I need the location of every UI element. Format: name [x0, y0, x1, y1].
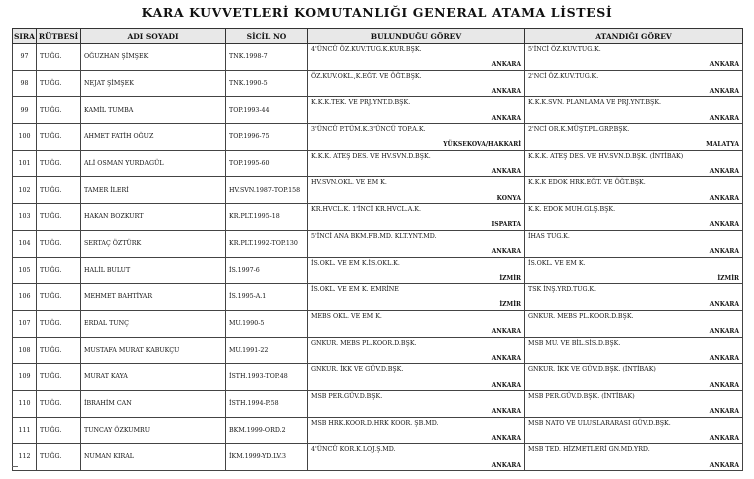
bulundugu-gorev-text: GNKUR. MEBS PL.KOOR.D.BŞK.	[311, 339, 417, 347]
atandigi-yer: ANKARA	[709, 61, 739, 69]
rutbe-cell: TUĞG.	[37, 230, 81, 257]
adi-soyadi-cell: HAKAN BOZKURT	[81, 204, 226, 231]
adi-soyadi-cell: HALİL BULUT	[81, 257, 226, 284]
sira-cell: 106	[13, 284, 37, 311]
header-sira: SIRA	[13, 29, 37, 44]
rutbe-cell: TUĞG.	[37, 417, 81, 444]
adi-soyadi-cell: MEHMET BAHTİYAR	[81, 284, 226, 311]
atandigi-yer: ANKARA	[709, 461, 739, 469]
rutbe-cell: TUĞG.	[37, 70, 81, 97]
atandigi-gorev-cell	[525, 284, 743, 311]
adi-soyadi-cell: NUMAN KIRAL	[81, 444, 226, 471]
rutbe-cell: TUĞG.	[37, 257, 81, 284]
rutbe-cell: TUĞG.	[37, 284, 81, 311]
table-row	[13, 177, 743, 204]
atandigi-gorev-cell	[525, 177, 743, 204]
table-row	[13, 364, 743, 391]
bulundugu-gorev-text: GNKUR. İKK VE GÜV.D.BŞK.	[311, 366, 404, 374]
bulundugu-gorev-cell	[308, 284, 525, 311]
sicil-no-cell: İSTH.1994-P.58	[226, 390, 308, 417]
bulundugu-yer: İZMİR	[499, 274, 521, 282]
sira-cell: 109	[13, 364, 37, 391]
adi-soyadi-cell: İBRAHİM CAN	[81, 390, 226, 417]
sira-cell: 102	[13, 177, 37, 204]
sira-cell: 100	[13, 124, 37, 151]
atandigi-gorev-text: MSB PER.GÜV.D.BŞK. (İNTİBAK)	[528, 392, 635, 400]
sicil-no-cell: TOP.1996-75	[226, 124, 308, 151]
atandigi-gorev-text: MSB TED. HİZMETLERİ GN.MD.YRD.	[528, 446, 650, 454]
rutbe-cell: TUĞG.	[37, 444, 81, 471]
atandigi-yer: ANKARA	[709, 114, 739, 122]
atandigi-gorev-cell	[525, 364, 743, 391]
bulundugu-gorev-text: KR.HVCL.K. 1'İNCİ KR.HVCL.A.K.	[311, 206, 421, 214]
atandigi-yer: ANKARA	[709, 354, 739, 362]
sicil-no-cell: TNK.1990-5	[226, 70, 308, 97]
sicil-no-cell: HV.SVN.1987-TOP.158	[226, 177, 308, 204]
table-row	[13, 337, 743, 364]
bulundugu-gorev-text: 4'ÜNCÜ ÖZ.KUV.TUG.K.KUR.BŞK.	[311, 46, 422, 53]
atandigi-gorev-cell	[525, 310, 743, 337]
adi-soyadi-cell: SERTAÇ ÖZTÜRK	[81, 230, 226, 257]
atandigi-gorev-text: İS.OKL. VE EM K.	[528, 259, 586, 267]
rutbe-cell: TUĞG.	[37, 310, 81, 337]
atandigi-yer: ANKARA	[709, 87, 739, 95]
rutbe-cell: TUĞG.	[37, 337, 81, 364]
bulundugu-gorev-cell	[308, 204, 525, 231]
sira-cell: 107	[13, 310, 37, 337]
atandigi-gorev-text: İHAS TUG.K.	[528, 232, 570, 240]
bulundugu-yer: ANKARA	[491, 381, 521, 389]
bulundugu-yer: YÜKSEKOVA/HAKKARİ	[443, 141, 521, 149]
atandigi-gorev-text: 2'NCİ ÖZ.KUV.TUG.K.	[528, 72, 599, 80]
adi-soyadi-cell: NEJAT ŞİMŞEK	[81, 70, 226, 97]
table-row	[13, 310, 743, 337]
table-row	[13, 70, 743, 97]
header-rutbe: RÜTBESİ	[37, 29, 81, 44]
rutbe-cell: TUĞG.	[37, 177, 81, 204]
atandigi-gorev-text: K.K.K EDOK HRK.EĞT. VE ÖĞT.BŞK.	[528, 179, 646, 187]
bulundugu-gorev-text: HV.SVN.OKL. VE EM K.	[311, 179, 387, 187]
sira-cell: 97	[13, 44, 37, 71]
bulundugu-gorev-text: ÖZ.KUV.OKL.,K.EĞT. VE ÖĞT.BŞK.	[311, 72, 422, 80]
sira-cell: 103	[13, 204, 37, 231]
bulundugu-yer: KONYA	[496, 194, 521, 202]
bulundugu-gorev-cell	[308, 97, 525, 124]
sicil-no-cell: MU.1990-5	[226, 310, 308, 337]
adi-soyadi-cell: OĞUZHAN ŞİMŞEK	[81, 44, 226, 71]
bulundugu-gorev-text: MSB PER.GÜV.D.BŞK.	[311, 392, 383, 400]
atandigi-yer: ANKARA	[709, 328, 739, 336]
sira-cell: 110	[13, 390, 37, 417]
atandigi-yer: ANKARA	[709, 194, 739, 202]
adi-soyadi-cell: AHMET FATİH OĞUZ	[81, 124, 226, 151]
atandigi-gorev-cell	[525, 444, 743, 471]
bulundugu-yer: İZMİR	[499, 301, 521, 309]
bulundugu-gorev-text: İS.OKL. VE EM K.İS.OKL.K.	[311, 259, 400, 267]
atandigi-yer: ANKARA	[709, 381, 739, 389]
atandigi-gorev-text: 5'İNCİ ÖZ.KUV.TUG.K.	[528, 46, 601, 53]
bulundugu-gorev-cell	[308, 444, 525, 471]
header-atandigi-gorev: ATANDIĞI GÖREV	[525, 29, 743, 44]
footer-mark	[12, 466, 18, 467]
bulundugu-gorev-text: 4'ÜNCÜ KOR.K.LOJ.Ş.MD.	[311, 446, 396, 454]
table-row	[13, 204, 743, 231]
rutbe-cell: TUĞG.	[37, 204, 81, 231]
bulundugu-gorev-cell	[308, 257, 525, 284]
atandigi-gorev-text: GNKUR. İKK VE GÜV.D.BŞK. (İNTİBAK)	[528, 366, 656, 374]
sicil-no-cell: KR.PLT.1992-TOP.130	[226, 230, 308, 257]
table-row	[13, 444, 743, 471]
rutbe-cell: TUĞG.	[37, 150, 81, 177]
sicil-no-cell: TOP.1993-44	[226, 97, 308, 124]
atandigi-gorev-text: GNKUR. MEBS PL.KOOR.D.BŞK.	[528, 312, 634, 320]
bulundugu-yer: ANKARA	[491, 434, 521, 442]
bulundugu-gorev-cell	[308, 337, 525, 364]
atandigi-gorev-text: TSK İNŞ.YRD.TUG.K.	[528, 286, 597, 294]
atandigi-gorev-cell	[525, 44, 743, 71]
table-row	[13, 150, 743, 177]
bulundugu-gorev-cell	[308, 230, 525, 257]
bulundugu-gorev-text: MEBS OKL. VE EM K.	[311, 312, 382, 320]
table-row	[13, 257, 743, 284]
bulundugu-yer: ANKARA	[491, 354, 521, 362]
atandigi-gorev-cell	[525, 337, 743, 364]
sira-cell: 98	[13, 70, 37, 97]
sicil-no-cell: TNK.1998-7	[226, 44, 308, 71]
bulundugu-yer: ANKARA	[491, 408, 521, 416]
adi-soyadi-cell: MURAT KAYA	[81, 364, 226, 391]
sicil-no-cell: İS.1997-6	[226, 257, 308, 284]
bulundugu-yer: ISPARTA	[491, 221, 521, 229]
atandigi-gorev-cell	[525, 204, 743, 231]
table-row	[13, 44, 743, 71]
table-row	[13, 97, 743, 124]
bulundugu-yer: ANKARA	[491, 114, 521, 122]
bulundugu-yer: ANKARA	[491, 328, 521, 336]
bulundugu-gorev-text: 5'İNCİ ANA BKM.FB.MD. KLT.YNT.MD.	[311, 232, 437, 240]
header-sicil-no: SİCİL NO	[226, 29, 308, 44]
atandigi-yer: MALATYA	[706, 141, 739, 149]
adi-soyadi-cell: TAMER İLERİ	[81, 177, 226, 204]
bulundugu-yer: ANKARA	[491, 87, 521, 95]
sira-cell: 99	[13, 97, 37, 124]
bulundugu-yer: ANKARA	[491, 61, 521, 69]
atandigi-gorev-text: 2'NCİ OR.K.MÜŞT.PL.GRP.BŞK.	[528, 126, 630, 134]
bulundugu-gorev-cell	[308, 44, 525, 71]
rutbe-cell: TUĞG.	[37, 44, 81, 71]
bulundugu-yer: ANKARA	[491, 461, 521, 469]
bulundugu-gorev-cell	[308, 150, 525, 177]
bulundugu-gorev-cell	[308, 124, 525, 151]
atandigi-yer: ANKARA	[709, 248, 739, 256]
sira-cell: 105	[13, 257, 37, 284]
rutbe-cell: TUĞG.	[37, 390, 81, 417]
atandigi-gorev-text: K.K.K. ATEŞ DES. VE HV.SVN.D.BŞK. (İNTİBAK)	[528, 152, 684, 160]
atandigi-gorev-text: MSB MU. VE BİL.SİS.D.BŞK.	[528, 339, 621, 347]
atandigi-gorev-cell	[525, 230, 743, 257]
sira-cell: 104	[13, 230, 37, 257]
rutbe-cell: TUĞG.	[37, 124, 81, 151]
table-row	[13, 284, 743, 311]
header-bulundugu-gorev: BULUNDUĞU GÖREV	[308, 29, 525, 44]
atandigi-gorev-cell	[525, 97, 743, 124]
table-row	[13, 230, 743, 257]
adi-soyadi-cell: ALİ OSMAN YURDAGÜL	[81, 150, 226, 177]
atandigi-yer: ANKARA	[709, 408, 739, 416]
adi-soyadi-cell: MUSTAFA MURAT KABUKÇU	[81, 337, 226, 364]
sicil-no-cell: BKM.1999-ORD.2	[226, 417, 308, 444]
atandigi-yer: İZMİR	[717, 274, 739, 282]
atandigi-gorev-cell	[525, 150, 743, 177]
sira-cell: 111	[13, 417, 37, 444]
bulundugu-gorev-text: MSB HRK.KOOR.D.HRK KOOR. ŞB.MD.	[311, 419, 439, 427]
rutbe-cell: TUĞG.	[37, 364, 81, 391]
adi-soyadi-cell: ERDAL TUNÇ	[81, 310, 226, 337]
atandigi-gorev-cell	[525, 257, 743, 284]
table-row	[13, 390, 743, 417]
bulundugu-gorev-cell	[308, 364, 525, 391]
atandigi-yer: ANKARA	[709, 434, 739, 442]
bulundugu-gorev-text: K.K.K.TEK. VE PRJ.YNT.D.BŞK.	[311, 99, 411, 107]
atandigi-gorev-cell	[525, 70, 743, 97]
bulundugu-gorev-cell	[308, 310, 525, 337]
sira-cell: 108	[13, 337, 37, 364]
atandigi-yer: ANKARA	[709, 168, 739, 176]
atandigi-gorev-cell	[525, 390, 743, 417]
atama-table	[12, 28, 743, 471]
bulundugu-gorev-cell	[308, 70, 525, 97]
sira-cell: 101	[13, 150, 37, 177]
sira-cell: 112	[13, 444, 37, 471]
sicil-no-cell: MU.1991-22	[226, 337, 308, 364]
atandigi-gorev-cell	[525, 417, 743, 444]
bulundugu-gorev-text: İS.OKL. VE EM K. EMRİNE	[311, 286, 399, 294]
adi-soyadi-cell: TUNCAY ÖZKUMRU	[81, 417, 226, 444]
atandigi-gorev-text: MSB NATO VE ULUSLARARASI GÜV.D.BŞK.	[528, 419, 671, 427]
bulundugu-gorev-cell	[308, 390, 525, 417]
sicil-no-cell: KR.PLT.1995-18	[226, 204, 308, 231]
header-adi-soyadi: ADI SOYADI	[81, 29, 226, 44]
bulundugu-gorev-text: K.K.K. ATEŞ DES. VE HV.SVN.D.BŞK.	[311, 152, 431, 160]
page-title: KARA KUVVETLERİ KOMUTANLIĞI GENERAL ATAMA LİSTESİ	[141, 5, 613, 20]
atandigi-gorev-text: K.K.K.SVN. PLANLAMA VE PRJ.YNT.BŞK.	[528, 99, 662, 107]
bulundugu-gorev-cell	[308, 177, 525, 204]
bulundugu-yer: ANKARA	[491, 248, 521, 256]
bulundugu-gorev-text: 3'ÜNCÜ P.TÜM.K.3'ÜNCÜ TOP.A.K.	[311, 126, 426, 134]
sicil-no-cell: TOP.1995-60	[226, 150, 308, 177]
atandigi-gorev-text: K.K. EDOK MUH.GLŞ.BŞK.	[528, 206, 616, 214]
bulundugu-yer: ANKARA	[491, 168, 521, 176]
bulundugu-gorev-cell	[308, 417, 525, 444]
table-header-row	[13, 29, 743, 44]
table-row	[13, 124, 743, 151]
rutbe-cell: TUĞG.	[37, 97, 81, 124]
sicil-no-cell: İKM.1999-YD.LV.3	[226, 444, 308, 471]
sicil-no-cell: İS.1995-A.1	[226, 284, 308, 311]
sicil-no-cell: İSTH.1993-TOP.48	[226, 364, 308, 391]
table-row	[13, 417, 743, 444]
atandigi-yer: ANKARA	[709, 221, 739, 229]
atandigi-yer: ANKARA	[709, 301, 739, 309]
atandigi-gorev-cell	[525, 124, 743, 151]
adi-soyadi-cell: KAMİL TUMBA	[81, 97, 226, 124]
